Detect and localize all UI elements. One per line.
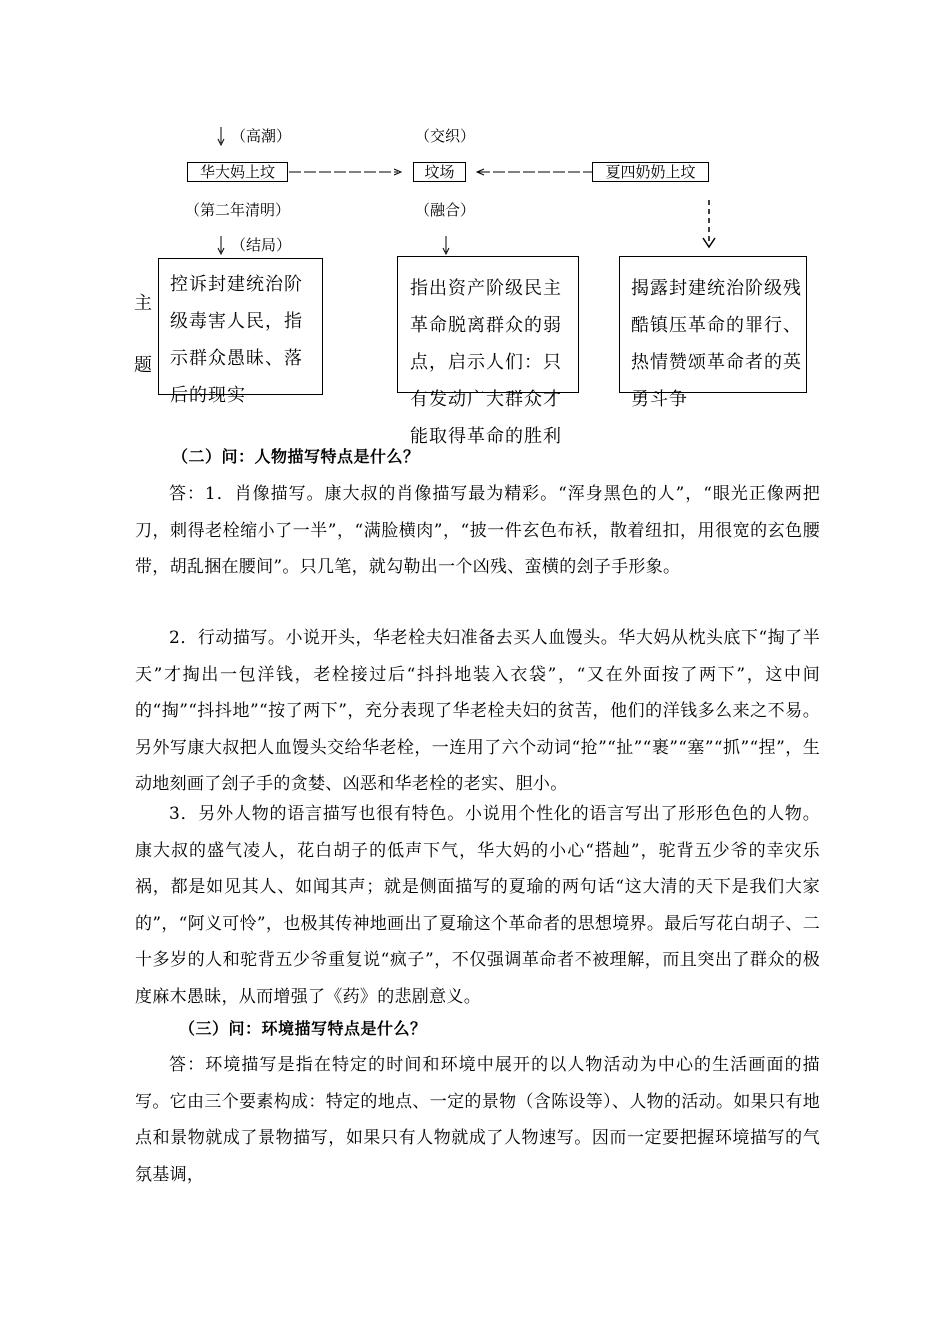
- theme-text-right: 揭露封建统治阶级残酷镇压革命的罪行、热情赞颂革命者的英勇斗争: [631, 278, 802, 410]
- label-gaochao: （高潮）: [231, 127, 292, 145]
- node-xia: 夏四奶奶上坟: [592, 162, 709, 182]
- arrow-dashed-right: [703, 200, 715, 247]
- arrow-down-gaochao: [218, 127, 224, 145]
- theme-side-label-1: 主: [134, 293, 152, 314]
- arrow-down-jieju: [218, 236, 224, 254]
- arrow-down-middle: [443, 236, 449, 254]
- section-heading-environment: （三）问：环境描写特点是什么？: [179, 1019, 427, 1038]
- label-jiaozhi: （交织）: [415, 127, 476, 145]
- section-heading-characters: （二）问：人物描写特点是什么？: [172, 447, 420, 466]
- paragraph-environment: 答：环境描写是指在特定的时间和环境中展开的以人物活动为中心的生活画面的描写。它由三个要素构成：特定的地点、一定的景物（含陈设等）、人物的活动。如果只有地点和景物就成了景物描写，如果只有人物就成了人物速写。因而一定要把握环境描写的气氛基调，: [135, 1055, 820, 1185]
- theme-text-left: 控诉封建统治阶级毒害人民，指示群众愚昧、落后的现实: [170, 274, 303, 406]
- node-fen: 坟场: [413, 162, 466, 182]
- paragraph-portrait: 答：1．肖像描写。康大叔的肖像描写最为精彩。“浑身黑色的人”，“眼光正像两把刀，刺得老栓缩小了一半”，“满脸横肉”，“披一件玄色布袄，散着纽扣，用很宽的玄色腰带，胡乱捆在腰间”。只几笔，就勾勒出一个凶残、蛮横的刽子手形象。: [135, 484, 820, 577]
- node-hua: 华大妈上坟: [187, 162, 288, 182]
- label-ronghe: （融合）: [415, 201, 476, 219]
- paragraph-action: 2．行动描写。小说开头，华老栓夫妇准备去买人血馒头。华大妈从枕头底下“掏了半天”才掏出一包洋钱，老栓接过后“抖抖地装入衣袋”，“又在外面按了两下”，这中间的“掏”“抖抖地”“按了两下”，充分表现了华老栓夫妇的贫苦，他们的洋钱多么来之不易。另外写康大叔把人血馒头交给华老栓，一连用了六个动词“抢”“扯”“裹”“塞”“抓”“捏”，生动地刻画了刽子手的贪婪、凶恶和华老栓的老实、胆小。: [135, 628, 820, 794]
- label-jieju: （结局）: [231, 236, 292, 254]
- theme-side-label-2: 题: [134, 355, 152, 376]
- paragraph-language: 3．另外人物的语言描写也很有特色。小说用个性化的语言写出了形形色色的人物。康大叔的盛气凌人，花白胡子的低声下气，华大妈的小心“搭赸”，驼背五少爷的幸灾乐祸，都是如见其人、如闻其声；就是侧面描写的夏瑜的两句话“这大清的天下是我们大家的”，“阿义可怜”，也极其传神地画出了夏瑜这个革命者的思想境界。最后写花白胡子、二十多岁的人和驼背五少爷重复说“疯子”，不仅强调革命者不被理解，而且突出了群众的极度麻木愚昧，从而增强了《药》的悲剧意义。: [135, 804, 820, 1007]
- connector-hua-to-fen: [289, 169, 401, 175]
- connector-xia-to-fen: [477, 169, 592, 175]
- theme-text-middle: 指出资产阶级民主革命脱离群众的弱点，启示人们：只有发动广大群众才能取得革命的胜利: [410, 278, 562, 447]
- label-qingming: （第二年清明）: [185, 201, 291, 219]
